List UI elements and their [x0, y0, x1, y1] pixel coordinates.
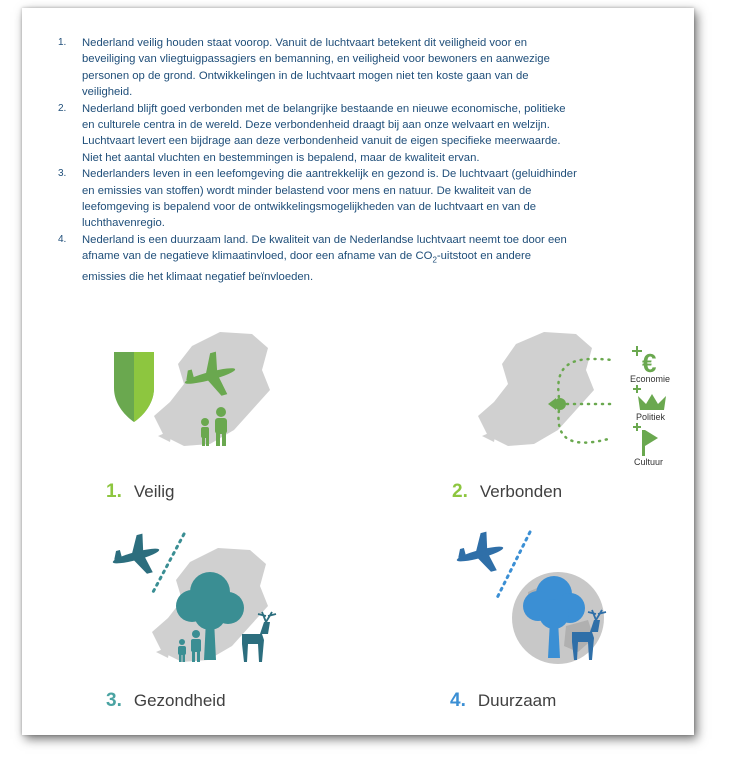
document-page — [22, 8, 694, 735]
verbonden-illustration — [452, 318, 682, 468]
caption-label: Verbonden — [479, 482, 563, 501]
netherlands-map — [478, 332, 594, 446]
figure-caption — [106, 481, 175, 503]
goal-item-3 — [58, 166, 578, 232]
goal-number: 2. — [58, 102, 67, 114]
goal-text: Nederland veilig houden staat voorop. Vanuit de luchtvaart betekent dit veiligheid voor en beveiliging van vliegtuigpassagiers en bemanning, en veiligheid voor bewoners en aanwezige personen op de grond. Ontwikkelingen in de luchtvaart mogen niet ten koste gaan van de veiligheid. — [82, 37, 550, 99]
figure-verbonden — [452, 318, 682, 508]
figure-veilig — [92, 318, 322, 508]
figure-caption — [452, 481, 562, 503]
caption-number: 3. — [106, 690, 122, 711]
veilig-illustration — [92, 318, 322, 458]
figure-gezondheid — [92, 528, 322, 728]
caption-number: 4. — [450, 690, 466, 711]
goal-item-4 — [58, 232, 578, 285]
caption-number: 1. — [106, 481, 122, 502]
airplane-icon — [452, 528, 509, 579]
label-economie: Economie — [630, 374, 671, 384]
shield-highlight — [134, 352, 154, 422]
label-politiek: Politiek — [636, 412, 666, 422]
goal-number: 3. — [58, 168, 67, 180]
crown-icon — [633, 385, 666, 410]
gezondheid-illustration — [92, 528, 322, 678]
goal-number: 4. — [58, 233, 67, 245]
goal-text: Nederlanders leven in een leefomgeving die aantrekkelijk en gezond is. De luchtvaart (geluidhinder en emissies van stoffen) wordt minder belastend voor mens en natuur. De kwaliteit van de leefomgeving is bepalend voor de ontwikkelingsmogelijkheden van de luchtvaart en van de luchthavenregio. — [82, 168, 577, 230]
goal-text: Nederland blijft goed verbonden met de belangrijke bestaande en nieuwe economische, politieke en culturele centra in de wereld. Deze verbondenheid draagt bij aan onze welvaart en welzijn. Luchtvaart levert een bijdrage aan deze verbondenheid vanuit de eigen specifieke meerwaarde. Niet het aantal vluchten en bestemmingen is bepalend, maar de kwaliteit ervan. — [82, 102, 566, 164]
figure-caption — [450, 690, 556, 712]
goal-text: Nederland is een duurzaam land. De kwaliteit van de Nederlandse luchtvaart neemt toe door een afname van de negatieve klimaatinvloed, door een afname van de $CO_2$-uitstoot en andere emissies die het klimaat negatief beïnvloeden. — [82, 233, 567, 283]
duurzaam-illustration — [442, 528, 672, 678]
svg-text:€: € — [642, 348, 657, 378]
goal-item-1 — [58, 35, 578, 101]
airplane-icon — [108, 530, 165, 581]
flag-icon — [633, 423, 658, 456]
figure-caption — [106, 690, 226, 712]
goal-number: 1. — [58, 37, 67, 48]
netherlands-map — [154, 332, 270, 446]
caption-label: Veilig — [133, 482, 175, 501]
goals-list — [58, 35, 578, 285]
caption-number: 2. — [452, 481, 468, 502]
caption-label: Duurzaam — [477, 691, 557, 710]
figure-duurzaam — [442, 528, 672, 728]
caption-label: Gezondheid — [133, 691, 226, 710]
label-cultuur: Cultuur — [634, 457, 664, 467]
goal-item-2 — [58, 101, 578, 167]
